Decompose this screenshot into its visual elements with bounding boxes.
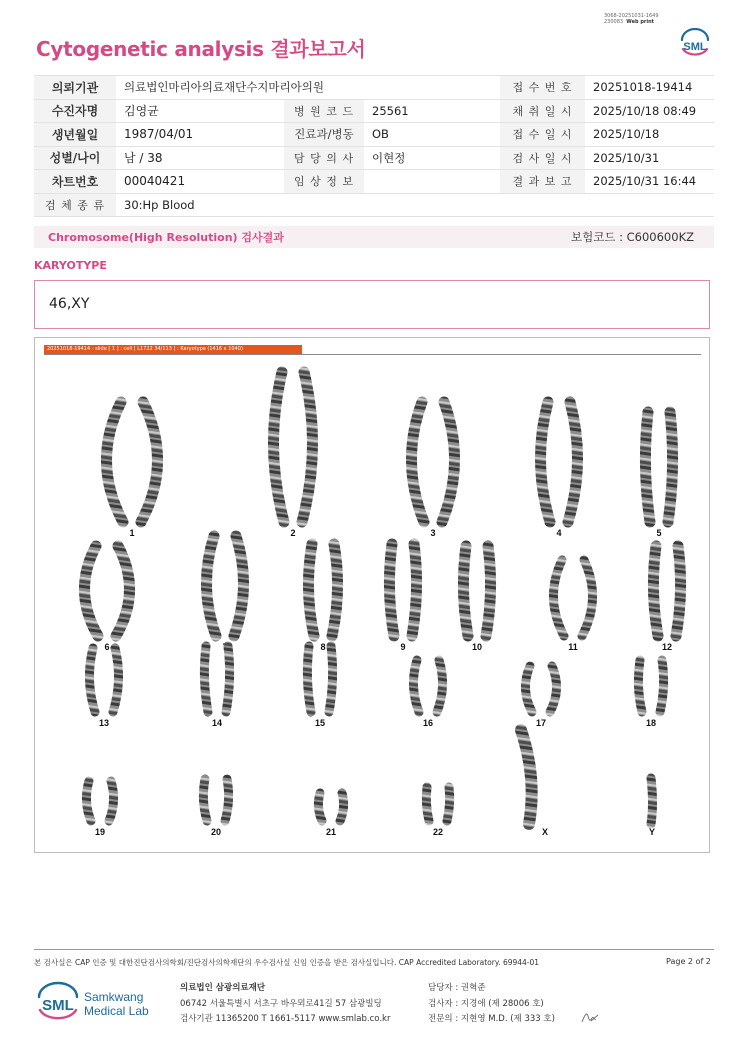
physician-value: 이현정 (364, 146, 500, 170)
organization-name: 의료법인 삼광의료재단 (180, 983, 266, 993)
chromosome (225, 779, 229, 821)
info-row (34, 76, 714, 100)
chromosome (550, 666, 557, 712)
chromosome-label: 4 (556, 528, 562, 538)
samkwang-logo-abbr: SML (42, 997, 74, 1014)
requesting-org-value: 의료법인마리아의료재단수지마리아의원 (116, 76, 500, 100)
chromosome-label: 16 (422, 718, 434, 728)
chromosome (442, 402, 455, 522)
chromosome-label: 10 (471, 642, 483, 652)
sex-age-label: 성별/나이 (34, 146, 116, 170)
info-row (34, 123, 714, 147)
chromosome-label: 14 (211, 718, 223, 728)
chromosome (411, 402, 424, 522)
chromosome-label: 9 (400, 642, 406, 652)
chromosome-label: Y (648, 827, 656, 837)
chromosome-label: 22 (432, 827, 444, 837)
chromosome-label: 8 (320, 642, 326, 652)
specimen-type-value: 30:Hp Blood (116, 193, 714, 217)
organization-info (180, 981, 390, 1028)
chromosome (116, 546, 130, 636)
chromosome-label: 12 (661, 642, 673, 652)
chromosome-label: 6 (104, 642, 110, 652)
collection-date-label: 채 취 일 시 (500, 99, 585, 123)
web-print-tag: Web print (626, 19, 655, 25)
karyotype-image-panel (34, 337, 710, 853)
chromosome (113, 648, 119, 712)
chromosome (226, 646, 230, 712)
samkwang-logo-line1: Samkwang (84, 990, 144, 1004)
hospital-code-label: 병 원 코 드 (284, 99, 364, 123)
test-date-value: 2025/10/31 (585, 146, 714, 170)
chromosome (638, 660, 642, 712)
chromosome (525, 666, 532, 712)
samkwang-logo-line2: Medical Lab (84, 1004, 149, 1018)
section-title: Chromosome(High Resolution) 검사결과 (48, 231, 284, 244)
document-code-line1: 3068-20251031-1649 (604, 13, 659, 19)
patient-name-label: 수진자명 (34, 99, 116, 123)
chart-number-value: 00040421 (116, 170, 284, 194)
test-date-label: 검 사 일 시 (500, 146, 585, 170)
result-report-value: 2025/10/31 16:44 (585, 170, 714, 194)
signature (580, 1010, 600, 1026)
chromosome (389, 544, 394, 636)
chromosome (302, 372, 313, 522)
chromosome (645, 412, 650, 522)
receipt-number-value: 20251018-19414 (585, 76, 714, 100)
chromosome (668, 412, 673, 522)
requesting-org-label: 의뢰기관 (34, 76, 116, 100)
specimen-type-label: 검 체 종 류 (34, 193, 116, 217)
chromosome-label: 18 (645, 718, 657, 728)
chromosome-label: 15 (314, 718, 326, 728)
birth-date-value: 1987/04/01 (116, 123, 284, 147)
samkwang-logo (36, 980, 164, 1026)
department-label: 진료과/병동 (284, 123, 364, 147)
patient-name-value: 김영균 (116, 99, 284, 123)
receipt-number-label: 접 수 번 호 (500, 76, 585, 100)
clinical-info-value (364, 170, 500, 194)
chromosome (206, 536, 216, 636)
organization-address: 06742 서울특별시 서초구 바우뫼로41길 57 삼광빌딩 (180, 998, 382, 1009)
result-section-bar (34, 226, 714, 248)
karyotype-label: KARYOTYPE (34, 259, 107, 272)
physician-label: 담 당 의 사 (284, 146, 364, 170)
chromosome (84, 546, 98, 636)
chromosome (340, 793, 344, 821)
document-code-line2: 230083 Web print (604, 19, 655, 25)
hospital-code-value: 25561 (364, 99, 500, 123)
chromosome (582, 560, 593, 636)
sml-logo (676, 28, 714, 60)
chromosome-label: 11 (568, 642, 578, 652)
chromosome (141, 402, 158, 522)
karyotype-image-caption: 20251018-19414 - slide [ 1 ] : cell [ L1722 34/113 ] : Karyotype (1416 x 1040) (44, 345, 302, 354)
patient-info-table (34, 75, 714, 217)
department-value: OB (364, 123, 500, 147)
chromosome (540, 402, 550, 522)
chromosome (332, 544, 338, 636)
info-row (34, 146, 714, 170)
sml-logo-text: SML (683, 41, 707, 53)
info-row (34, 170, 714, 194)
chromosome-label: 21 (325, 827, 337, 837)
chromosome (553, 560, 564, 636)
accreditation-note: 본 검사실은 CAP 인증 및 대한진단검사의학회/진단검사의학재단의 우수검사실 신임 인증을 받은 검사실입니다. CAP Accredited Laboratory. 69944-01 (34, 958, 540, 967)
chromosome (89, 648, 95, 712)
result-report-label: 결 과 보 고 (500, 170, 585, 194)
chromosome (653, 546, 658, 636)
chromosome (412, 544, 417, 636)
chromosome-label: 20 (210, 827, 222, 837)
chromosome (413, 660, 419, 712)
karyotype-result: 46,XY (34, 280, 710, 329)
chromosome (86, 781, 91, 821)
receipt-date-label: 접 수 일 시 (500, 123, 585, 147)
organization-contact: 검사기관 11365200 T 1661-5117 www.smlab.co.kr (180, 1014, 391, 1024)
staff-info (428, 981, 555, 1028)
info-row (34, 99, 714, 123)
chromosome (234, 536, 244, 636)
chromosome-label: 13 (98, 718, 110, 728)
chart-number-label: 차트번호 (34, 170, 116, 194)
chromosome-label: 19 (94, 827, 106, 837)
sex-age-value: 남 / 38 (116, 146, 284, 170)
clinical-info-label: 임 상 정 보 (284, 170, 364, 194)
chromosome (109, 781, 114, 821)
report-title: Cytogenetic analysis 결과보고서 (36, 37, 366, 61)
chromosome (204, 646, 208, 712)
chromosome-label: X (541, 827, 549, 837)
chromosome (106, 402, 123, 522)
chromosome (307, 646, 311, 712)
chromosome-label: 1 (129, 528, 135, 538)
chromosome (426, 787, 429, 821)
chromosome (521, 730, 532, 824)
chromosome (676, 546, 681, 636)
document-code (604, 13, 659, 25)
chromosome (447, 787, 450, 821)
chromosome (203, 779, 207, 821)
staff-specialist: 전문의 : 지현영 M.D. (제 333 호) (428, 1014, 555, 1024)
chromosome (660, 660, 664, 712)
karyogram-image (35, 338, 711, 854)
chromosome (308, 544, 314, 636)
chromosome-label: 17 (535, 718, 547, 728)
chromosome-label: 3 (430, 528, 436, 538)
chromosome (273, 372, 284, 522)
collection-date-value: 2025/10/18 08:49 (585, 99, 714, 123)
chromosome (463, 546, 468, 636)
chromosome-label: 5 (656, 528, 662, 538)
chromosome (568, 402, 578, 522)
receipt-date-value: 2025/10/18 (585, 123, 714, 147)
chromosome (486, 546, 491, 636)
chromosome-label: 2 (290, 528, 296, 538)
footer-divider (34, 949, 714, 950)
staff-tester: 검사자 : 지경애 (제 28006 호) (428, 998, 544, 1009)
insurance-code: 보험코드 : C600600KZ (571, 230, 694, 244)
birth-date-label: 생년월일 (34, 123, 116, 147)
chromosome-label: 7 (222, 642, 228, 652)
chromosome (329, 646, 333, 712)
chromosome (437, 660, 443, 712)
page-number: Page 2 of 2 (666, 957, 711, 966)
chromosome (318, 793, 322, 821)
info-row (34, 193, 714, 217)
staff-in-charge: 담당자 : 권혁준 (428, 983, 486, 993)
chromosome (651, 778, 653, 824)
